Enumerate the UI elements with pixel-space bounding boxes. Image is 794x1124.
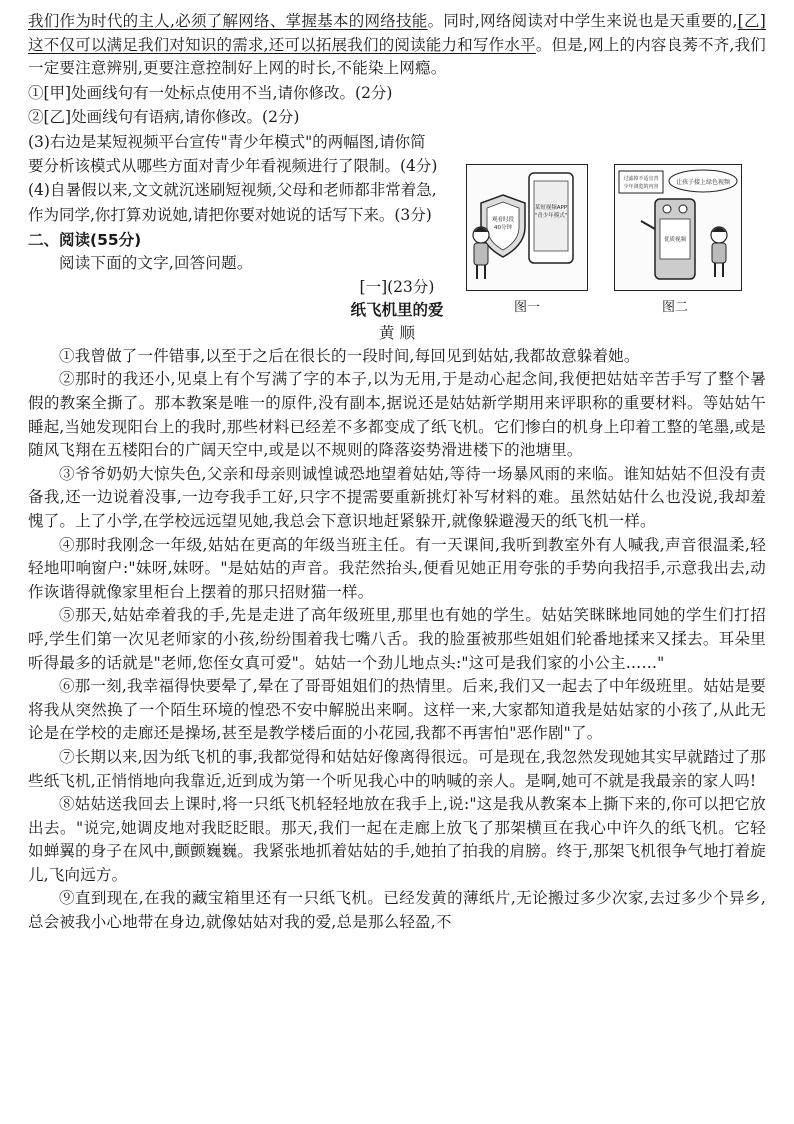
figure-2-illustration [615, 165, 741, 290]
svg-text:让孩子接上绿色视频: 让孩子接上绿色视频 [675, 179, 731, 186]
figure-1 [466, 164, 588, 291]
question-2: ②[乙]处画线句有语病,请你修改。(2分) [28, 108, 300, 127]
question-4: (4)自暑假以来,文文就沉迷刷短视频,父母和老师都非常着急,作为同学,你打算劝说她,请把你要对她说的话写下来。(3分) [28, 181, 437, 224]
paragraph-4: ④那时我刚念一年级,姑姑在更高的年级当班主任。有一天课间,我听到教室外有人喊我,声音很温柔,轻轻地叩响窗户:"妹呀,妹呀。"是姑姑的声音。我茫然抬头,便看见她正用夸张的手势向我招手,示意我出去,动作诙谐得就像家里柜台上摆着的那只招财猫一样。 [28, 535, 766, 601]
figure-1-caption: 图一 [514, 300, 541, 315]
figure-1-illustration [467, 165, 587, 290]
intro-text-2: 。但是,网上的内容良莠不齐,我们一定要注意辨别,更要注意控制好上网的时长,不能染上网瘾。 [28, 35, 766, 78]
svg-text:40分钟: 40分钟 [494, 225, 512, 231]
underlined-sentence-jia: 我们作为时代的主人,必须了解网络、掌握基本的网络技能 [28, 12, 428, 30]
svg-text:过滤掉不适宜青: 过滤掉不适宜青 [623, 176, 659, 182]
article-title: 纸飞机里的爱 [350, 300, 444, 319]
svg-text:某短视频APP: 某短视频APP [534, 205, 568, 211]
svg-text:优质视频: 优质视频 [663, 237, 687, 243]
document-page [28, 10, 766, 935]
paragraph-5: ⑤那天,姑姑牵着我的手,先是走进了高年级班里,那里也有她的学生。姑姑笑眯眯地同她的学生们打招呼,学生们第一次见老师家的小孩,纷纷围着我七嘴八舌。我的脸蛋被那些姐姐们轮番地揉来又揉去。耳朵里听得最多的话就是"老师,您侄女真可爱"。姑姑一个劲儿地点头:"这可是我们家的小公主……" [28, 606, 766, 672]
figure-2 [614, 164, 742, 291]
svg-text:少年浏览的内容: 少年浏览的内容 [623, 184, 659, 190]
paragraph-1: ①我曾做了一件错事,以至于之后在很长的一段时间,每回见到姑姑,我都故意躲着她。 [59, 346, 640, 365]
reading-instruction: 阅读下面的文字,回答问题。 [59, 254, 253, 273]
question-list [28, 81, 440, 227]
paragraph-2: ②那时的我还小,见桌上有个写满了字的本子,以为无用,于是动心起念间,我便把姑姑辛苦手写了整个暑假的教案全撕了。那本教案是唯一的原件,没有副本,据说还是姑姑新学期用来评职称的重要材料。等姑姑午睡起,当她发现阳台上的我时,那些材料已经差不多都变成了纸飞机。它们惨白的机身上印着工整的笔墨,或是随风飞翔在五楼阳台的广阔天空中,或是以不规则的降落姿势滑进楼下的池塘里。 [28, 370, 766, 460]
paragraph-9: ⑨直到现在,在我的藏宝箱里还有一只纸飞机。已经发黄的薄纸片,无论搬过多少次家,去过多少个异乡,总会被我小心地带在身边,就像姑姑对我的爱,总是那么轻盈,不 [28, 889, 766, 932]
section-heading: 二、阅读(55分) [28, 231, 142, 250]
svg-text:观看时段: 观看时段 [491, 217, 515, 223]
question-1: ①[甲]处画线句有一处标点使用不当,请你修改。(2分) [28, 83, 393, 102]
underlined-sentence-yi: [乙]这不仅可以满足我们对知识的需求,还可以拓展我们的阅读能力和写作水平 [28, 12, 766, 54]
intro-paragraph [28, 10, 766, 81]
svg-text:"青少年模式": "青少年模式" [534, 213, 568, 219]
paragraph-3: ③爷爷奶奶大惊失色,父亲和母亲则诚惶诚恐地望着姑姑,等待一场暴风雨的来临。谁知姑姑不但没有责备我,还一边说着没事,一边夸我手工好,只字不提需要重新挑灯补写材料的难。虽然姑姑什么也没说,我却羞愧了。上了小学,在学校远远望见她,我总会下意识地赶紧躲开,就像躲避漫天的纸飞机一样。 [28, 464, 766, 530]
paragraph-7: ⑦长期以来,因为纸飞机的事,我都觉得和姑姑好像离得很远。可是现在,我忽然发现她其实早就踏过了那些纸飞机,正悄悄地向我靠近,近到成为第一个听见我心中的呐喊的亲人。是啊,她可不就是我最亲的家人吗! [28, 747, 766, 790]
paragraph-8: ⑧姑姑送我回去上课时,将一只纸飞机轻轻地放在我手上,说:"这是我从教案本上撕下来的,你可以把它放出去。"说完,她调皮地对我眨眨眼。那天,我们一起在走廊上放飞了那架横亘在我心中许久的纸飞机。它轻如蝉翼的身子在风中,颤颤巍巍。我紧张地抓着姑姑的手,她拍了拍我的肩膀。终于,那架飞机很争气地打着旋儿,飞向远方。 [28, 795, 766, 884]
figure-group [466, 164, 766, 314]
figure-2-caption: 图二 [662, 300, 689, 315]
question-3: (3)右边是某短视频平台宣传"青少年模式"的两幅图,请你简要分析该模式从哪些方面对青少年看视频进行了限制。(4分) [28, 132, 438, 175]
paragraph-6: ⑥那一刻,我幸福得快要晕了,晕在了哥哥姐姐们的热情里。后来,我们又一起去了中年级班里。姑姑是要将我从突然换了一个陌生环境的惶恐不安中解脱出来啊。这样一来,大家都知道我是姑姑家的小孩了,从此无论是在学校的走廊还是操场,甚至是教学楼后面的小花园,我都不再害怕"恶作剧"了。 [28, 677, 766, 743]
intro-text-1: 。同时,网络阅读对中学生来说也是天重要的, [427, 12, 738, 30]
part-label: [一](23分) [359, 277, 435, 296]
article-author: 黄 顺 [379, 323, 415, 342]
